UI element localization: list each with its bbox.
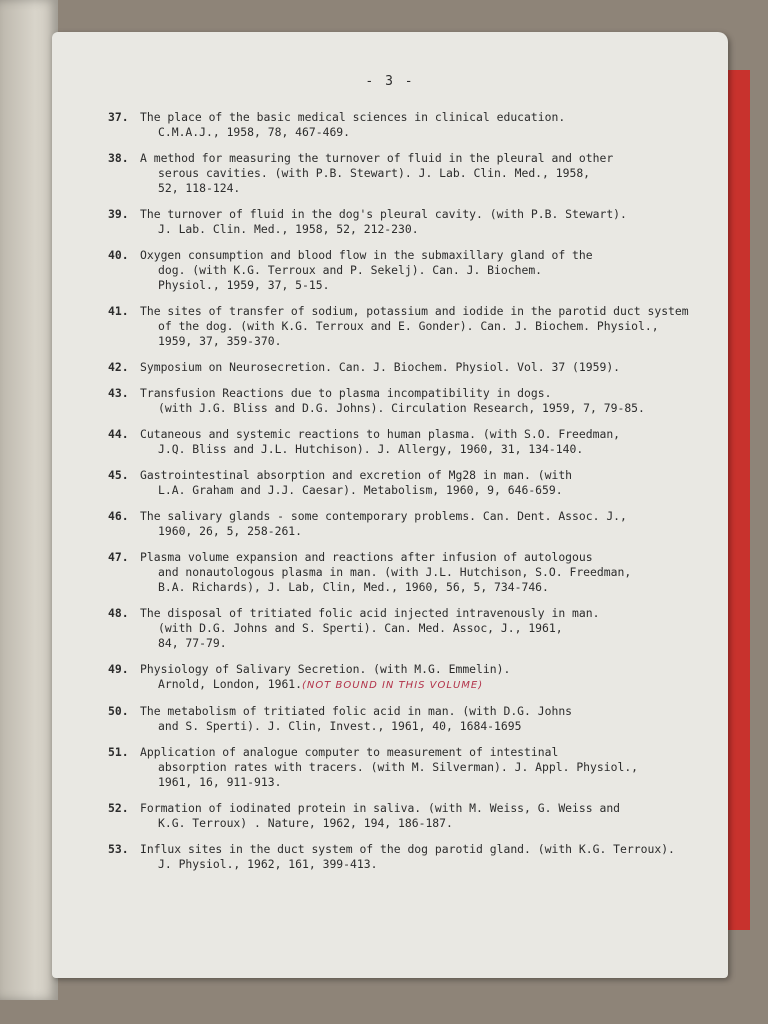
- publication-list: [108, 110, 708, 883]
- publication-entry: [108, 386, 708, 416]
- entry-line: C.M.A.J., 1958, 78, 467-469.: [158, 125, 351, 139]
- entry-line: J.Q. Bliss and J.L. Hutchison). J. Allergy, 1960, 31, 134-140.: [158, 442, 584, 456]
- entry-line: of the dog. (with K.G. Terroux and E. Gonder). Can. J. Biochem. Physiol.,: [158, 319, 659, 333]
- entry-line: J. Physiol., 1962, 161, 399-413.: [158, 857, 378, 871]
- entry-line: The metabolism of tritiated folic acid in man. (with D.G. Johns: [140, 704, 573, 718]
- entry-line: The place of the basic medical sciences in clinical education.: [140, 110, 566, 124]
- entry-line: J. Lab. Clin. Med., 1958, 52, 212-230.: [158, 222, 419, 236]
- entry-line: Influx sites in the duct system of the dog parotid gland. (with K.G. Terroux).: [140, 842, 675, 856]
- entry-number: 52.: [108, 801, 129, 815]
- entry-line: serous cavities. (with P.B. Stewart). J. Lab. Clin. Med., 1958,: [158, 166, 591, 180]
- page-number: - 3 -: [365, 74, 415, 89]
- document-page: [52, 32, 728, 978]
- entry-line: 1959, 37, 359-370.: [158, 334, 282, 348]
- entry-line: dog. (with K.G. Terroux and P. Sekelj). Can. J. Biochem.: [158, 263, 543, 277]
- entry-line: and S. Sperti). J. Clin, Invest., 1961, 40, 1684-1695: [158, 719, 522, 733]
- entry-number: 38.: [108, 151, 129, 165]
- entry-number: 41.: [108, 304, 129, 318]
- publication-entry: [108, 248, 708, 293]
- entry-line: Physiology of Salivary Secretion. (with M.G. Emmelin).: [140, 662, 511, 676]
- left-page-edge: [0, 0, 58, 1000]
- entry-number: 40.: [108, 248, 129, 262]
- entry-number: 50.: [108, 704, 129, 718]
- entry-line: The salivary glands - some contemporary problems. Can. Dent. Assoc. J.,: [140, 509, 627, 523]
- entry-number: 37.: [108, 110, 129, 124]
- entry-line: Oxygen consumption and blood flow in the submaxillary gland of the: [140, 248, 593, 262]
- entry-line: L.A. Graham and J.J. Caesar). Metabolism, 1960, 9, 646-659.: [158, 483, 563, 497]
- entry-number: 45.: [108, 468, 129, 482]
- entry-line: 52, 118-124.: [158, 181, 241, 195]
- entry-line: 1960, 26, 5, 258-261.: [158, 524, 303, 538]
- entry-line: (with J.G. Bliss and D.G. Johns). Circulation Research, 1959, 7, 79-85.: [158, 401, 645, 415]
- handwritten-annotation: (NOT BOUND IN THIS VOLUME): [302, 680, 484, 691]
- entry-line: Application of analogue computer to measurement of intestinal: [140, 745, 559, 759]
- publication-entry: [108, 360, 708, 375]
- publication-entry: [108, 842, 708, 872]
- entry-line: Cutaneous and systemic reactions to human plasma. (with S.O. Freedman,: [140, 427, 621, 441]
- entry-line: The turnover of fluid in the dog's pleural cavity. (with P.B. Stewart).: [140, 207, 627, 221]
- publication-entry: [108, 427, 708, 457]
- entry-line: Transfusion Reactions due to plasma incompatibility in dogs.: [140, 386, 552, 400]
- entry-line: Formation of iodinated protein in saliva. (with M. Weiss, G. Weiss and: [140, 801, 621, 815]
- entry-line: Plasma volume expansion and reactions after infusion of autologous: [140, 550, 593, 564]
- publication-entry: [108, 304, 708, 349]
- entry-line: Gastrointestinal absorption and excretion of Mg28 in man. (with: [140, 468, 573, 482]
- entry-line: Arnold, London, 1961.: [158, 677, 303, 691]
- entry-line: 1961, 16, 911-913.: [158, 775, 282, 789]
- publication-entry: [108, 606, 708, 651]
- entry-number: 39.: [108, 207, 129, 221]
- entry-line: The disposal of tritiated folic acid injected intravenously in man.: [140, 606, 600, 620]
- entry-line: 84, 77-79.: [158, 636, 227, 650]
- entry-number: 47.: [108, 550, 129, 564]
- entry-line: Symposium on Neurosecretion. Can. J. Biochem. Physiol. Vol. 37 (1959).: [140, 360, 621, 374]
- publication-entry: [108, 550, 708, 595]
- entry-line: and nonautologous plasma in man. (with J.L. Hutchison, S.O. Freedman,: [158, 565, 632, 579]
- publication-entry: [108, 745, 708, 790]
- publication-entry: [108, 151, 708, 196]
- entry-number: 48.: [108, 606, 129, 620]
- entry-number: 53.: [108, 842, 129, 856]
- publication-entry: [108, 801, 708, 831]
- publication-entry: [108, 110, 708, 140]
- publication-entry: [108, 468, 708, 498]
- entry-line: B.A. Richards), J. Lab, Clin, Med., 1960, 56, 5, 734-746.: [158, 580, 549, 594]
- entry-number: 51.: [108, 745, 129, 759]
- entry-line-with-annotation: [140, 677, 708, 693]
- publication-entry: [108, 509, 708, 539]
- entry-line: A method for measuring the turnover of fluid in the pleural and other: [140, 151, 614, 165]
- entry-number: 49.: [108, 662, 129, 676]
- entry-line: (with D.G. Johns and S. Sperti). Can. Med. Assoc, J., 1961,: [158, 621, 563, 635]
- entry-number: 44.: [108, 427, 129, 441]
- entry-line: The sites of transfer of sodium, potassium and iodide in the parotid duct system: [140, 304, 689, 318]
- publication-entry: [108, 704, 708, 734]
- entry-line: Physiol., 1959, 37, 5-15.: [158, 278, 330, 292]
- publication-entry: [108, 207, 708, 237]
- entry-number: 42.: [108, 360, 129, 374]
- entry-number: 46.: [108, 509, 129, 523]
- publication-entry: [108, 662, 708, 693]
- entry-line: K.G. Terroux) . Nature, 1962, 194, 186-187.: [158, 816, 453, 830]
- entry-line: absorption rates with tracers. (with M. Silverman). J. Appl. Physiol.,: [158, 760, 639, 774]
- entry-number: 43.: [108, 386, 129, 400]
